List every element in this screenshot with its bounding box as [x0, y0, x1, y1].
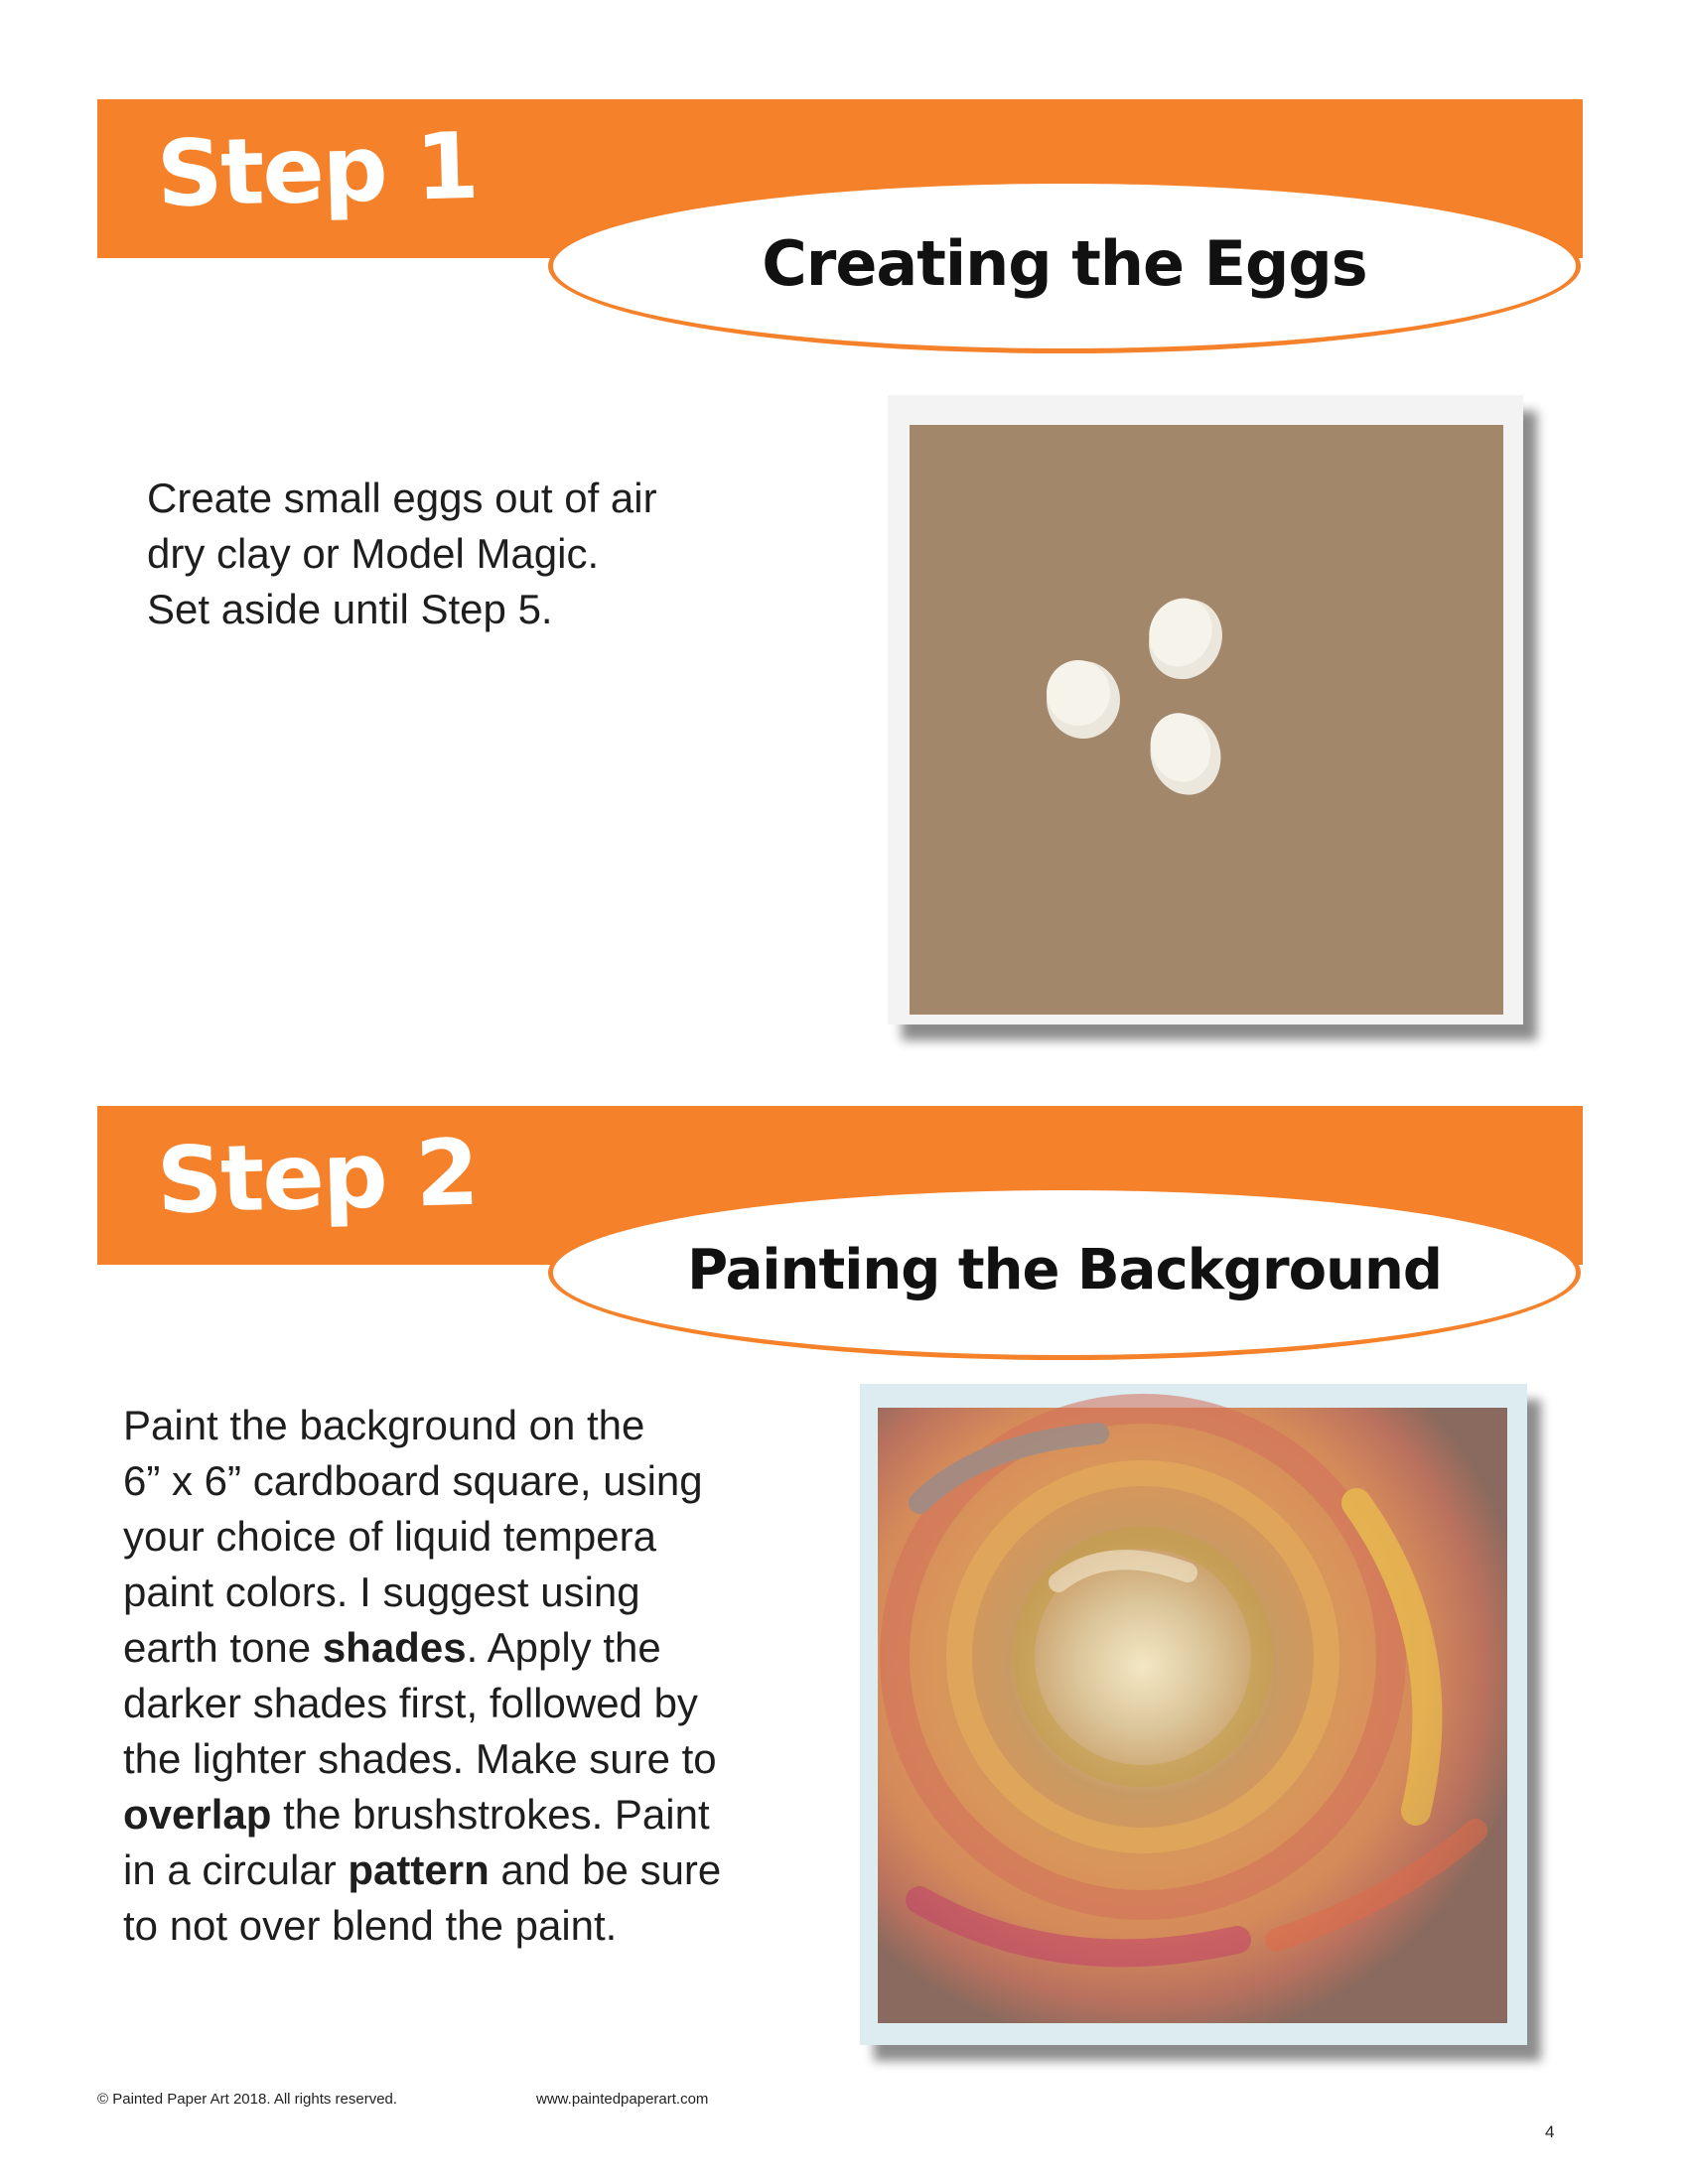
- step1-photo: [888, 395, 1523, 1024]
- step2-body-line: the lighter shades. Make sure to: [123, 1735, 717, 1782]
- step1-body-line: Create small eggs out of air: [147, 475, 657, 521]
- step2-body-line: Paint the background on the: [123, 1402, 645, 1448]
- step2-title: Painting the Background: [687, 1238, 1442, 1302]
- footer-copyright: © Painted Paper Art 2018. All rights reserved.: [97, 2091, 398, 2108]
- keyword-pattern: pattern: [348, 1846, 490, 1893]
- step1-body: [147, 471, 657, 637]
- step2-label: Step 2: [155, 1119, 479, 1235]
- step1-body-line: Set aside until Step 5.: [147, 586, 553, 632]
- step2-photo: [860, 1384, 1527, 2045]
- keyword-overlap: overlap: [123, 1791, 272, 1838]
- step1-title: Creating the Eggs: [762, 227, 1367, 300]
- eggs-on-cardboard-image: [888, 395, 1523, 1024]
- step2-body-line: to not over blend the paint.: [123, 1902, 618, 1949]
- cardboard-square: [910, 425, 1503, 1015]
- footer-website[interactable]: www.paintedpaperart.com: [536, 2091, 709, 2108]
- step2-body-line: darker shades first, followed by: [123, 1680, 698, 1726]
- page-number: 4: [1545, 2122, 1555, 2141]
- step1-body-line: dry clay or Model Magic.: [147, 530, 600, 577]
- step2-body-line: in a circular pattern and be sure: [123, 1846, 722, 1893]
- step2-body-line: overlap the brushstrokes. Paint: [123, 1791, 710, 1838]
- step2-body-line: 6” x 6” cardboard square, using: [123, 1457, 703, 1504]
- step2-body: [123, 1398, 721, 1954]
- step1-title-oval: [548, 179, 1581, 353]
- step2-body-line: your choice of liquid tempera: [123, 1513, 656, 1560]
- step2-title-oval: [548, 1185, 1581, 1360]
- painted-background-image: [860, 1384, 1527, 2045]
- step1-label: Step 1: [155, 112, 479, 228]
- step2-body-line: earth tone shades. Apply the: [123, 1624, 661, 1671]
- keyword-shades: shades: [322, 1624, 467, 1671]
- step2-body-line: paint colors. I suggest using: [123, 1569, 640, 1615]
